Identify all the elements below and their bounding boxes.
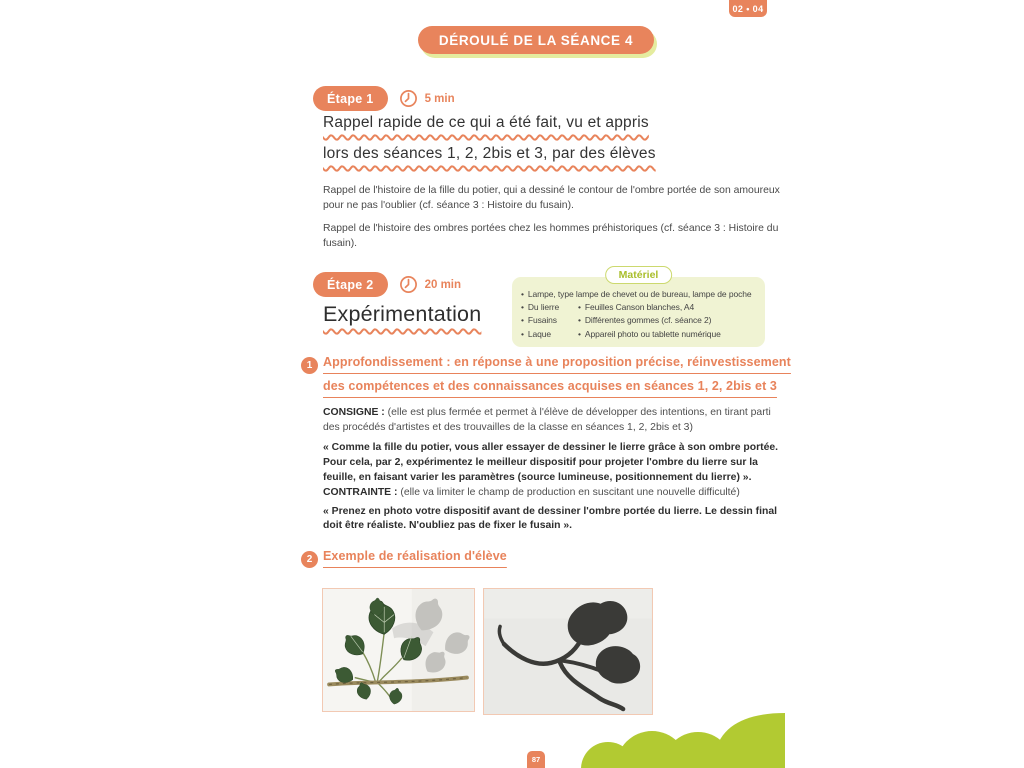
materiel-row: [521, 301, 757, 314]
contrainte-block: [323, 486, 783, 534]
materiel-item: • Laque: [521, 328, 578, 341]
materiel-box: [512, 269, 765, 347]
contrainte-quote: « Prenez en photo votre dispositif avant de dessiner l'ombre portée du lierre. Le dessin final doit être réaliste. N'oubliez pas de fixer le fusain ».: [323, 505, 777, 532]
step2-duration: 20 min: [424, 278, 462, 291]
consigne-block: [323, 406, 783, 485]
materiel-item: • Fusains: [521, 314, 578, 327]
consigne-quote: « Comme la fille du potier, vous aller essayer de dessiner le lierre grâce à son ombre portée. Pour cela, par 2, expérimentez le meilleur dispositif pour projeter l'ombre du lierre sur la feuille, en faisant varier les paramètres (source lumineuse, positionnement du lierre) ».: [323, 442, 779, 483]
materiel-item: • Feuilles Canson blanches, A4: [578, 301, 694, 314]
step1-body: [323, 184, 783, 260]
step2-pill: Étape 2: [313, 272, 388, 297]
step1-heading: [323, 114, 656, 176]
step1-heading-line1: Rappel rapide de ce qui a été fait, vu et appris: [323, 114, 649, 131]
contrainte-label: CONTRAINTE :: [323, 487, 398, 498]
step1-header: [313, 86, 455, 111]
step1-paragraph2: Rappel de l'histoire des ombres portées chez les hommes préhistoriques (cf. séance 3 : Histoire du fusain).: [323, 223, 779, 249]
section2-title-line: Exemple de réalisation d'élève: [323, 549, 507, 563]
step1-paragraph1: Rappel de l'histoire de la fille du potier, qui a dessiné le contour de l'ombre portée de son amoureux pour ne pas l'oublier (cf. séance 3 : Histoire du fusain).: [323, 185, 780, 211]
section1-title-line2: des compétences et des connaissances acquises en séances 1, 2, 2bis et 3: [323, 379, 777, 393]
ivy-photo-illustration: [323, 589, 474, 711]
section1-title-line1: Approfondissement : en réponse à une proposition précise, réinvestissement: [323, 355, 791, 369]
contrainte-text: (elle va limiter le champ de production en suscitant une nouvelle difficulté): [400, 487, 740, 498]
consigne-label: CONSIGNE :: [323, 407, 385, 418]
materiel-item: • Lampe, type lampe de chevet ou de bureau, lampe de poche: [521, 288, 751, 301]
clock-icon: [399, 89, 418, 108]
section2-title: [323, 549, 507, 573]
materiel-item: • Différentes gommes (cf. séance 2): [578, 314, 711, 327]
ivy-photo: [322, 588, 475, 712]
materiel-item: • Appareil photo ou tablette numérique: [578, 328, 721, 341]
step2-heading: Expérimentation: [323, 302, 482, 326]
materiel-row: [521, 328, 757, 341]
materiel-list: [512, 277, 765, 346]
ivy-shadow-drawing: [483, 588, 653, 715]
page-number-badge: 87: [527, 751, 545, 768]
section1-title: [323, 355, 791, 403]
section1-number-badge: 1: [301, 357, 318, 374]
ivy-shadow-illustration: [484, 589, 652, 714]
materiel-label: Matériel: [605, 266, 673, 284]
materiel-row: [521, 314, 757, 327]
step1-duration: 5 min: [424, 92, 455, 105]
section2-number-badge: 2: [301, 551, 318, 568]
consigne-text: (elle est plus fermée et permet à l'élève de développer des intentions, en tirant parti des procédés d'artistes et des trouvailles de la classe en séances 1, 2, 2bis et 3): [323, 407, 771, 433]
step2-header: [313, 272, 461, 297]
step1-heading-line2: lors des séances 1, 2, 2bis et 3, par des élèves: [323, 145, 656, 162]
spread-number-badge: 02 • 04: [729, 0, 767, 17]
page-title: DÉROULÉ DE LA SÉANCE 4: [418, 26, 654, 54]
clock-icon: [399, 275, 418, 294]
materiel-item: • Du lierre: [521, 301, 578, 314]
materiel-row: [521, 288, 757, 301]
green-bush-decoration: [555, 705, 785, 768]
step1-pill: Étape 1: [313, 86, 388, 111]
